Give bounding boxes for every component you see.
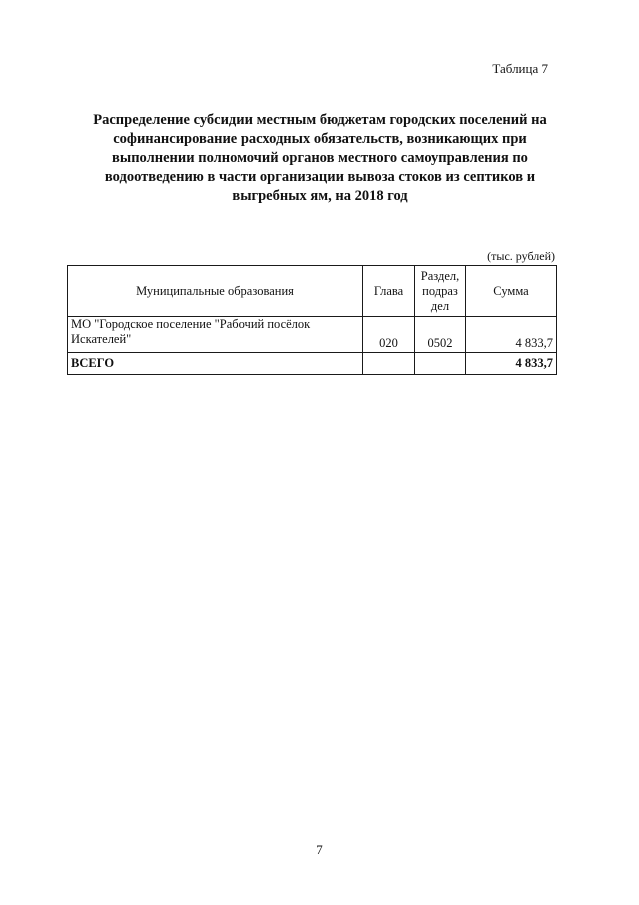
header-amount: Сумма (466, 266, 557, 317)
municipality-cell (68, 317, 363, 353)
section-cell: 0502 (415, 317, 466, 353)
table-header-row (68, 266, 557, 317)
total-label: ВСЕГО (68, 353, 363, 375)
subsidy-distribution-table (67, 265, 557, 375)
header-chapter: Глава (363, 266, 415, 317)
municipality-line: МО "Городское поселение "Рабочий посёлок (71, 317, 311, 331)
total-row (68, 353, 557, 375)
units-label: (тыс. рублей) (487, 249, 555, 263)
title-line: софинансирование расходных обязательств, возникающих при (113, 131, 527, 147)
table-number: Таблица 7 (492, 61, 548, 76)
amount-cell: 4 833,7 (466, 317, 557, 353)
municipality-line: Искателей" (71, 332, 132, 346)
total-amount: 4 833,7 (466, 353, 557, 375)
total-chapter-empty (363, 353, 415, 375)
header-section-line: Раздел, (420, 268, 460, 283)
document-title (65, 111, 575, 206)
page-number: 7 (316, 842, 323, 857)
title-line: водоотведению в части организации вывоза стоков из септиков и (104, 169, 536, 185)
table-row (68, 317, 557, 353)
title-line: выгребных ям, на 2018 год (232, 188, 408, 204)
header-municipality: Муниципальные образования (68, 266, 363, 317)
chapter-cell: 020 (363, 317, 415, 353)
header-section-line: подраз (422, 283, 458, 298)
total-section-empty (415, 353, 466, 375)
title-line: выполнении полномочий органов местного самоуправления по (112, 150, 528, 166)
header-section-line: дел (430, 298, 450, 313)
header-section (415, 266, 466, 317)
title-line: Распределение субсидии местным бюджетам городских поселений на (93, 112, 547, 128)
